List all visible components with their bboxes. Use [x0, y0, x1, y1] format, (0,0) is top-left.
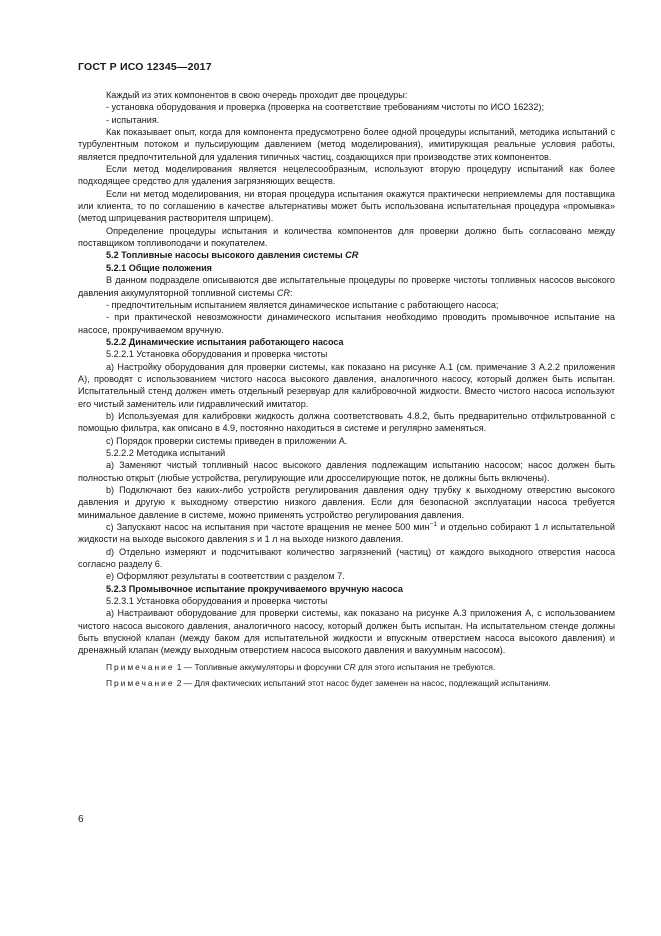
subsection-heading-5-2-2-1: 5.2.2.1 Установка оборудования и проверка чистоты [106, 349, 328, 360]
standard-header: ГОСТ Р ИСО 12345—2017 [78, 61, 212, 73]
list-item: a) Настраивают оборудование для проверки системы, как показано на рисунке А.3 приложения А, с использованием чистого насоса высокого давления, аналогичного насосу, который должен быть испытан. На испытательном стенде должны быть впускной клапан (между баком для испытательной жидкости и впускным отверстием насоса высокого давления) и дренажный клапан (между выходным отверстием насоса высокого давления и вакуумным насосом). [78, 608, 615, 656]
section-heading-5-2-2: 5.2.2 Динамические испытания работающего насоса [106, 336, 344, 347]
text-run: для этого испытания не требуются. [355, 661, 496, 672]
italic-s: s [249, 534, 255, 545]
paragraph: Если ни метод моделирования, ни вторая процедура испытания окажутся практически неприемлемы для поставщика или клиента, то по соглашению в качестве альтернативы может быть использована испытательная процедура «промывка» (метод шприцевания растворителя шприцем). [78, 188, 615, 224]
subsection-heading-5-2-2-2: 5.2.2.2 Методика испытаний [106, 447, 226, 458]
list-item: - испытания. [106, 114, 160, 125]
note-label: Примечание [106, 661, 175, 672]
cr-abbrev: CR [345, 250, 359, 261]
list-item: - предпочтительным испытанием является динамическое испытание с работающего насоса; [106, 299, 499, 310]
document-body [78, 89, 615, 689]
note-1 [78, 662, 615, 673]
section-heading-5-2 [78, 249, 615, 261]
list-item: b) Подключают без каких-либо устройств регулирования давления одну трубку к выходному отверстию высокого давления и другую к выходному отверстию низкого давления. Если для безопасной эксплуатации насоса требуется минимальное давление в системе, можно применять устройство регулирования давления. [78, 485, 615, 520]
list-item: - при практической невозможности динамического испытания необходимо проводить промывочное испытание на насосе, прокручиваемом вручную. [78, 312, 615, 335]
text-run: : [289, 287, 293, 298]
text-run: и отдельно собирают 1 л испытательной жидкости на выходе высокого давления [78, 522, 616, 545]
paragraph: Как показывает опыт, когда для компонента предусмотрено более одной процедуры испытаний, методика испытаний с турбулентным потоком и пульсирующим давлением (метод моделирования), имитирующая реальные условия работы, является предпочтительной для удаления типичных частиц, создающихся при производстве этих компонентов. [78, 127, 615, 162]
cr-abbrev: CR [343, 661, 356, 672]
text-run: 1 — Топливные аккумуляторы и форсунки [174, 661, 344, 672]
list-item [78, 521, 615, 546]
section-heading-5-2-1: 5.2.1 Общие положения [106, 262, 212, 273]
cr-abbrev: CR [276, 287, 290, 298]
list-item: e) Оформляют результаты в соответствии с разделом 7. [106, 571, 345, 582]
heading-text: 5.2 Топливные насосы высокого давления системы [106, 250, 346, 261]
superscript: −1 [429, 521, 438, 528]
page-number: 6 [78, 814, 84, 825]
section-heading-5-2-3: 5.2.3 Промывочное испытание прокручиваемого вручную насоса [106, 583, 403, 594]
list-item: c) Порядок проверки системы приведен в приложении А. [106, 435, 348, 446]
list-item: b) Используемая для калибровки жидкость должна соответствовать 4.8.2, быть предварительно отфильтрованной с помощью фильтра, как описано в 4.9, постоянно находиться в системе и регулярно заменяться. [78, 410, 615, 434]
list-item: - установка оборудования и проверка (проверка на соответствие требованиям чистоты по ИСО 16232); [106, 102, 544, 113]
note-2 [78, 678, 615, 689]
text-run: В данном подразделе описываются две испытательные процедуры по проверке чистоты топливных насосов высокого давления аккумуляторной топливной системы [78, 275, 615, 298]
text-run: 2 — Для фактических испытаний этот насос будет заменен на насос, подлежащий испытаниям. [174, 678, 551, 689]
paragraph: Определение процедуры испытания и количества компонентов для проверки должно быть согласовано между поставщиком топливоподачи и покупателем. [78, 225, 615, 249]
list-item: a) Заменяют чистый топливный насос высокого давления подлежащим испытанию насосом; насос должен быть полностью открыт (любые устройства, регулирующие или дросселирующие поток, не должны быть включены). [78, 460, 615, 483]
text-run: и 1 л на выходе низкого давления. [254, 534, 404, 545]
paragraph: Каждый из этих компонентов в свою очередь проходит две процедуры: [106, 90, 408, 100]
subsection-heading-5-2-3-1: 5.2.3.1 Установка оборудования и проверка чистоты [106, 596, 328, 607]
list-item: d) Отдельно измеряют и подсчитывают количество загрязнений (частиц) от каждого выходного отверстия насоса согласно разделу 6. [78, 546, 615, 570]
list-item: a) Настройку оборудования для проверки системы, как показано на рисунке А.1 (см. примечание 3 А.2.2 приложения А), проводят с использованием чистого насоса высокого давления, аналогичного насосу, который должен быть испытан. Испытательный стенд должен иметь отдельный резервуар для калибровочной жидкости. Вместо чистого насоса используют его чистый заменитель или гидравлический имитатор. [78, 361, 615, 409]
note-label: Примечание [106, 678, 175, 689]
paragraph: Если метод моделирования является нецелесообразным, используют вторую процедуру испытаний как более подходящее средство для удаления загрязняющих веществ. [78, 164, 615, 187]
paragraph [78, 274, 615, 299]
text-run: c) Запускают насос на испытания при частоте вращения не менее 500 мин [106, 522, 430, 533]
